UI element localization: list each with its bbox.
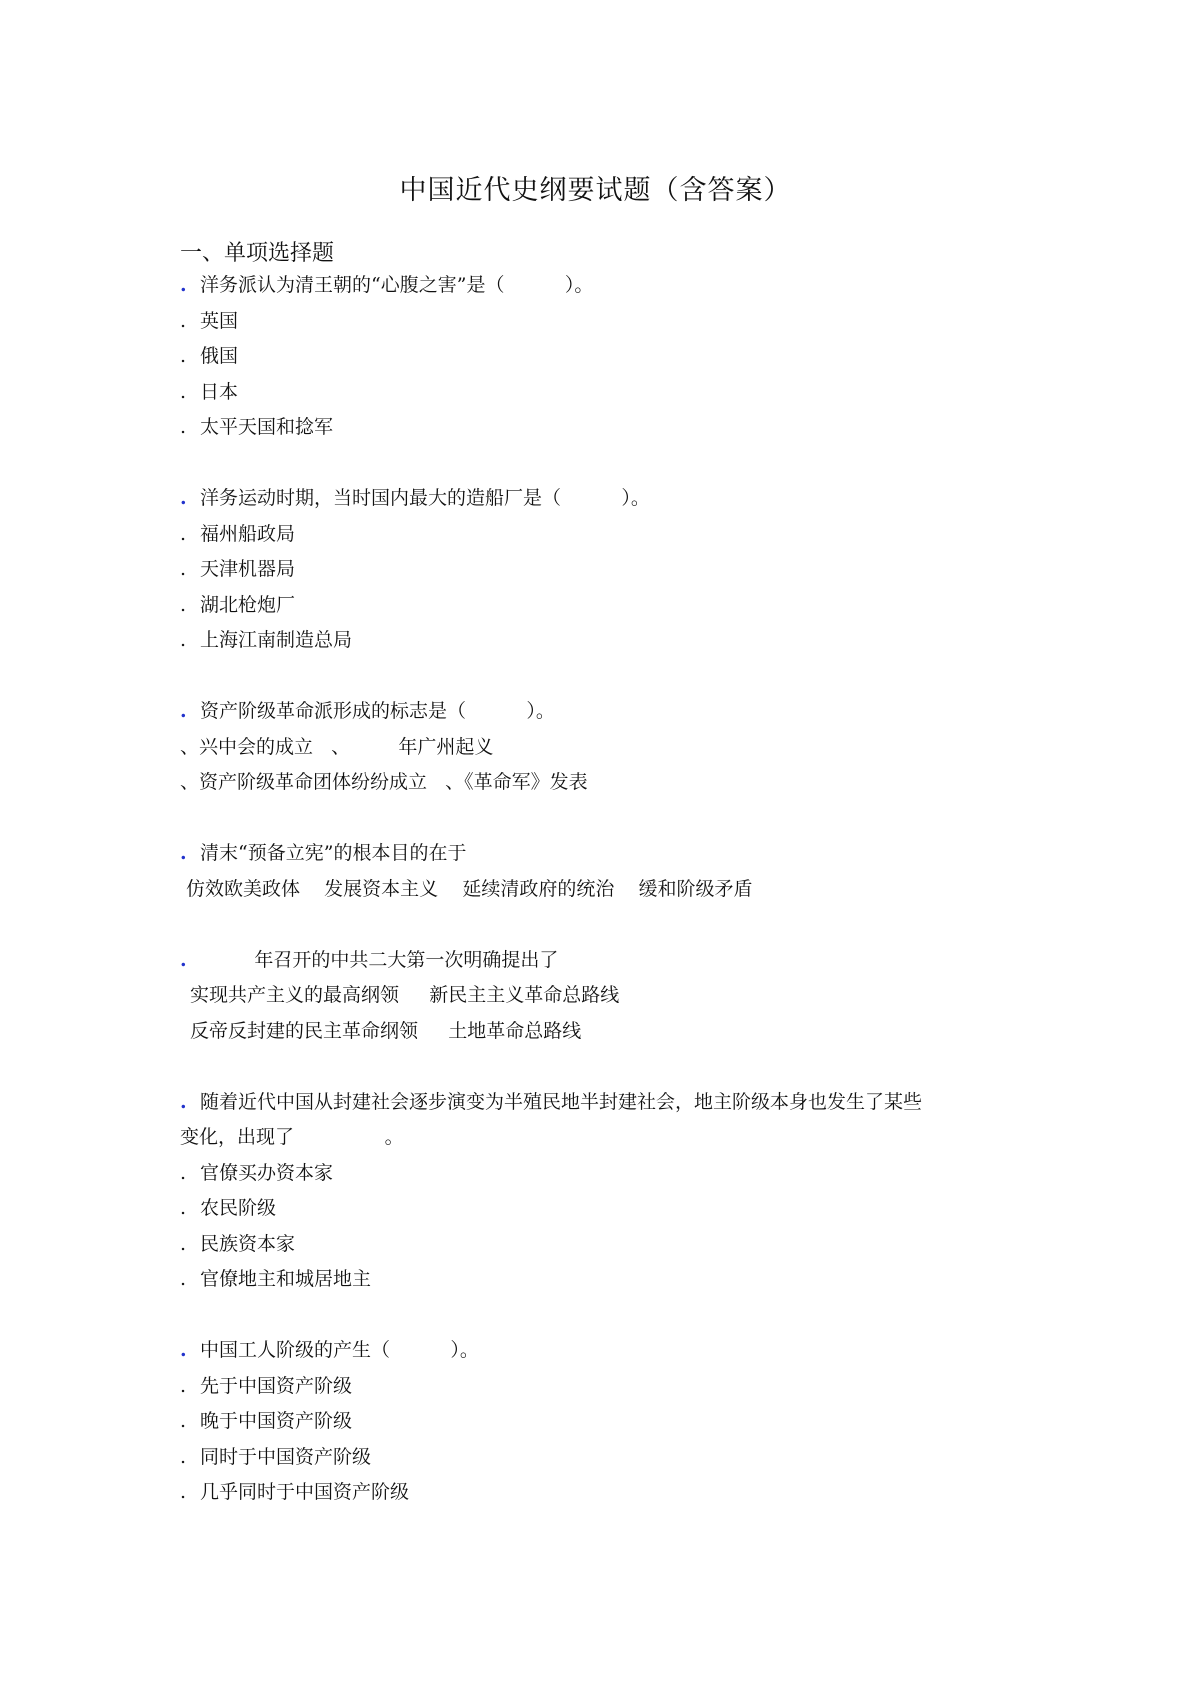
option-text: 日本 (194, 380, 239, 403)
question-6-option-a (180, 1156, 1020, 1192)
question-5-stem (180, 943, 1020, 979)
option-marker: . (180, 380, 187, 403)
option-marker: . (180, 1481, 187, 1503)
question-text: 年召开的中共二大第一次明确提出了 (194, 948, 559, 971)
spacer (180, 446, 1020, 482)
option-marker: . (180, 1410, 187, 1432)
question-list (180, 268, 1020, 1511)
question-marker: . (180, 1339, 187, 1361)
question-4-stem (180, 836, 1020, 872)
option-text: 上海江南制造总局 (194, 629, 353, 651)
question-marker: . (180, 1090, 187, 1113)
question-6-stem (180, 1085, 1020, 1121)
section-heading: 一、单项选择题 (180, 241, 335, 266)
option-text: 福州船政局 (194, 522, 296, 545)
page-title: 中国近代史纲要试题（含答案） (399, 175, 792, 206)
spacer (180, 659, 1020, 695)
option-text: 天津机器局 (194, 558, 296, 580)
option-marker: . (180, 1232, 187, 1255)
question-3-stem (180, 694, 1020, 730)
question-3-options-row-2: 、资产阶级革命团体纷纷成立 、《革命军》发表 (180, 771, 588, 793)
question-6-option-b (180, 1191, 1020, 1227)
question-4-options-row: 仿效欧美政体 发展资本主义 延续清政府的统治 缓和阶级矛盾 (186, 877, 753, 900)
option-text: 农民阶级 (194, 1197, 277, 1219)
question-2-option-b (180, 552, 1020, 588)
question-3-options-row-1: 、兴中会的成立 、 年广州起义 (180, 735, 494, 758)
question-marker: . (180, 842, 187, 864)
question-1-option-c (180, 375, 1020, 411)
option-text: 湖北枪炮厂 (194, 593, 296, 616)
question-7-stem (180, 1333, 1020, 1369)
question-text: 洋务运动时期，当时国内最大的造船厂是（ ）。 (194, 487, 650, 509)
question-5-options-row-1: 实现共产主义的最高纲领 新民主主义革命总路线 (190, 984, 620, 1006)
question-text: 中国工人阶级的产生（ ）。 (194, 1339, 479, 1361)
option-marker: . (180, 1374, 187, 1397)
option-marker: . (180, 522, 187, 545)
question-text: 清末“预备立宪”的根本目的在于 (194, 842, 467, 864)
option-marker: . (180, 416, 187, 438)
question-2-option-d (180, 623, 1020, 659)
option-text: 官僚地主和城居地主 (194, 1268, 372, 1290)
question-6-option-d (180, 1262, 1020, 1298)
question-2-option-a (180, 517, 1020, 553)
spacer (180, 907, 1020, 943)
question-7-option-c (180, 1440, 1020, 1476)
question-5-options-row-2: 反帝反封建的民主革命纲领 土地革命总路线 (190, 1019, 582, 1042)
option-marker: . (180, 1445, 187, 1468)
option-text: 同时于中国资产阶级 (194, 1445, 372, 1468)
option-marker: . (180, 629, 187, 651)
option-marker: . (180, 1161, 187, 1184)
question-text: 洋务派认为清王朝的“心腹之害”是（ ）。 (194, 274, 594, 296)
spacer (180, 1049, 1020, 1085)
question-2-option-c (180, 588, 1020, 624)
question-marker: . (180, 487, 187, 509)
question-7-option-b (180, 1404, 1020, 1440)
question-1-option-b (180, 339, 1020, 375)
option-text: 先于中国资产阶级 (194, 1374, 353, 1397)
question-7-option-a (180, 1369, 1020, 1405)
option-text: 英国 (194, 309, 239, 332)
option-text: 太平天国和捻军 (194, 416, 334, 438)
question-text: 资产阶级革命派形成的标志是（ ）。 (194, 700, 555, 722)
question-text: 随着近代中国从封建社会逐步演变为半殖民地半封建社会，地主阶级本身也发生了某些 (194, 1090, 923, 1113)
spacer (180, 1298, 1020, 1334)
spacer (180, 801, 1020, 837)
option-text: 官僚买办资本家 (194, 1161, 334, 1184)
option-text: 晚于中国资产阶级 (194, 1410, 353, 1432)
question-marker: . (180, 700, 187, 722)
option-text: 俄国 (194, 345, 239, 367)
question-marker: . (180, 274, 187, 296)
question-1-stem (180, 268, 1020, 304)
question-6-option-c (180, 1227, 1020, 1263)
option-marker: . (180, 558, 187, 580)
question-7-option-d (180, 1475, 1020, 1511)
option-marker: . (180, 309, 187, 332)
option-marker: . (180, 593, 187, 616)
question-2-stem (180, 481, 1020, 517)
question-6-stem-continued: 变化，出现了 。 (180, 1126, 404, 1148)
option-marker: . (180, 1197, 187, 1219)
question-marker: . (180, 948, 187, 971)
question-1-option-d (180, 410, 1020, 446)
option-text: 民族资本家 (194, 1232, 296, 1255)
question-1-option-a (180, 304, 1020, 340)
option-text: 几乎同时于中国资产阶级 (194, 1481, 410, 1503)
option-marker: . (180, 345, 187, 367)
option-marker: . (180, 1268, 187, 1290)
